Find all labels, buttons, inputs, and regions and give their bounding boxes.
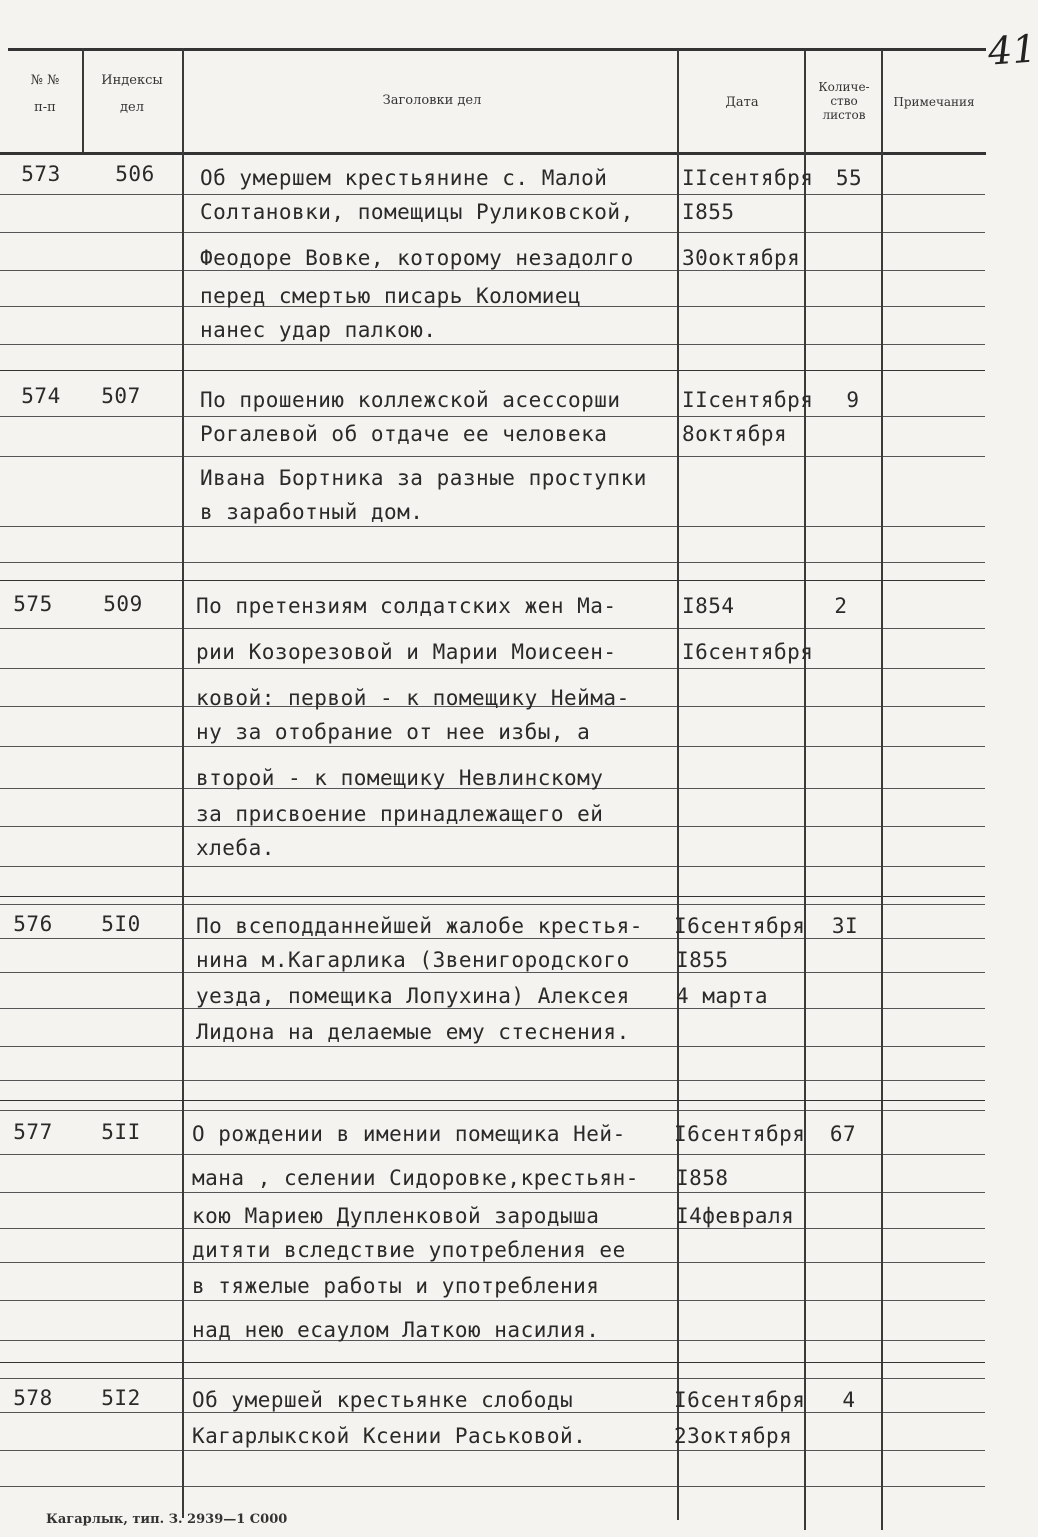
header-count-line1: Количе- bbox=[818, 80, 870, 94]
print-footer: Кагарлык, тип. З. 2939—1 С000 bbox=[46, 1512, 288, 1527]
record-sheet-count: 3I bbox=[831, 914, 859, 938]
ruled-line bbox=[806, 904, 881, 905]
ruled-line bbox=[0, 746, 182, 747]
record-title-line: второй - к помещику Невлинскому bbox=[196, 766, 604, 790]
record-title-line: нанес удар палкою. bbox=[200, 318, 437, 342]
header-number-line1: № № bbox=[30, 73, 60, 88]
record-title-line: нина м.Кагарлика (Звенигородского bbox=[196, 948, 630, 972]
ruled-line bbox=[0, 1450, 182, 1451]
header-top-rule bbox=[8, 48, 986, 51]
page-number: 41 bbox=[986, 26, 1038, 74]
ruled-line bbox=[883, 1450, 985, 1451]
ruled-line bbox=[679, 972, 804, 973]
ruled-line bbox=[0, 904, 182, 905]
ruled-line bbox=[679, 1228, 804, 1229]
ruled-line bbox=[883, 1110, 985, 1111]
ruled-line bbox=[806, 628, 881, 629]
ruled-line bbox=[679, 1080, 804, 1081]
ruled-line bbox=[679, 526, 804, 527]
ruled-line bbox=[0, 826, 182, 827]
ruled-line bbox=[679, 1340, 804, 1341]
ruled-line bbox=[184, 866, 677, 867]
record-title-line: По прошению коллежской асессорши bbox=[200, 388, 621, 412]
ruled-line bbox=[0, 1378, 182, 1379]
record-title-line: Феодоре Вовке, которому незадолго bbox=[200, 246, 634, 270]
ruled-line bbox=[806, 972, 881, 973]
ruled-line bbox=[883, 938, 985, 939]
ruled-line bbox=[806, 456, 881, 457]
column-divider bbox=[182, 48, 184, 1518]
record-title-line: уезда, помещика Лопухина) Алексея bbox=[196, 984, 630, 1008]
ruled-line bbox=[184, 1154, 677, 1155]
record-date: I6сентября bbox=[674, 1122, 806, 1146]
header-index-line1: Индексы bbox=[101, 73, 163, 88]
column-divider bbox=[82, 48, 84, 152]
ruled-line bbox=[0, 938, 182, 939]
record-number: 575 bbox=[13, 592, 53, 616]
ruled-line bbox=[0, 1228, 182, 1229]
record-date: 4 марта bbox=[676, 984, 769, 1008]
ruled-line bbox=[679, 344, 804, 345]
record-title-line: в заработный дом. bbox=[200, 500, 424, 524]
record-title-line: Ивана Бортника за разные проступки bbox=[200, 466, 647, 490]
ruled-line bbox=[806, 746, 881, 747]
record-date: I855 bbox=[676, 948, 729, 972]
ruled-line bbox=[679, 1262, 804, 1263]
ruled-line bbox=[883, 746, 985, 747]
ruled-line bbox=[184, 270, 677, 271]
record-number: 578 bbox=[13, 1386, 53, 1410]
record-date: I6сентября bbox=[682, 640, 814, 664]
ruled-line bbox=[806, 1450, 881, 1451]
record-title-line: Об умершем крестьянине с. Малой bbox=[200, 166, 608, 190]
ruled-line bbox=[184, 746, 677, 747]
ruled-line bbox=[883, 628, 985, 629]
ruled-line bbox=[184, 1412, 677, 1413]
ruled-line bbox=[0, 1008, 182, 1009]
ruled-line bbox=[184, 526, 677, 527]
column-divider bbox=[881, 50, 883, 1530]
ruled-line bbox=[679, 1300, 804, 1301]
ruled-line bbox=[883, 1412, 985, 1413]
ruled-line bbox=[184, 938, 677, 939]
record-number: 577 bbox=[13, 1120, 53, 1144]
record-title-line: рии Козорезовой и Марии Моисеен- bbox=[196, 640, 617, 664]
record-separator bbox=[0, 1100, 985, 1101]
record-number: 574 bbox=[21, 384, 61, 408]
record-separator bbox=[0, 370, 985, 371]
ruled-line bbox=[883, 866, 985, 867]
ruled-line bbox=[883, 1262, 985, 1263]
ruled-line bbox=[184, 668, 677, 669]
ruled-line bbox=[679, 1412, 804, 1413]
record-date: I858 bbox=[676, 1166, 729, 1190]
record-title-line: ну за отобрание от нее избы, а bbox=[196, 720, 591, 744]
ruled-line bbox=[679, 1192, 804, 1193]
ruled-line bbox=[806, 232, 881, 233]
ruled-line bbox=[806, 270, 881, 271]
record-separator bbox=[0, 580, 985, 581]
ruled-line bbox=[679, 270, 804, 271]
ruled-line bbox=[883, 344, 985, 345]
ruled-line bbox=[184, 1300, 677, 1301]
ruled-line bbox=[184, 1110, 677, 1111]
ruled-line bbox=[184, 1228, 677, 1229]
ruled-line bbox=[184, 972, 677, 973]
ruled-line bbox=[0, 972, 182, 973]
record-sheet-count: 4 bbox=[842, 1388, 856, 1412]
ruled-line bbox=[883, 306, 985, 307]
record-title-line: за присвоение принадлежащего ей bbox=[196, 802, 604, 826]
header-count bbox=[806, 80, 882, 122]
ruled-line bbox=[679, 826, 804, 827]
ruled-line bbox=[806, 1412, 881, 1413]
ruled-line bbox=[679, 788, 804, 789]
record-date: 23октября bbox=[674, 1424, 793, 1448]
record-title-line: кою Мариею Дупленковой зародыша bbox=[192, 1204, 600, 1228]
record-number: 573 bbox=[21, 162, 61, 186]
ruled-line bbox=[883, 526, 985, 527]
ruled-line bbox=[0, 1192, 182, 1193]
ruled-line bbox=[0, 866, 182, 867]
ruled-line bbox=[184, 562, 677, 563]
record-sheet-count: 67 bbox=[829, 1122, 857, 1146]
ruled-line bbox=[883, 1486, 985, 1487]
ruled-line bbox=[184, 904, 677, 905]
record-title-line: над нею есаулом Латкою насилия. bbox=[192, 1318, 600, 1342]
column-divider bbox=[804, 50, 806, 1530]
record-title-line: мана , селении Сидоровке,крестьян- bbox=[192, 1166, 639, 1190]
ruled-line bbox=[883, 194, 985, 195]
ruled-line bbox=[184, 1262, 677, 1263]
ruled-line bbox=[0, 306, 182, 307]
ruled-line bbox=[883, 562, 985, 563]
record-sheet-count: 2 bbox=[834, 594, 848, 618]
ruled-line bbox=[184, 826, 677, 827]
ruled-line bbox=[883, 668, 985, 669]
ruled-line bbox=[184, 1378, 677, 1379]
ruled-line bbox=[184, 232, 677, 233]
ruled-line bbox=[184, 1008, 677, 1009]
ruled-line bbox=[0, 1300, 182, 1301]
ruled-line bbox=[883, 1300, 985, 1301]
ruled-line bbox=[679, 668, 804, 669]
ruled-line bbox=[806, 416, 881, 417]
ruled-line bbox=[184, 416, 677, 417]
ruled-line bbox=[184, 1080, 677, 1081]
ruled-line bbox=[806, 1340, 881, 1341]
record-title-line: По претензиям солдатских жен Ма- bbox=[196, 594, 617, 618]
ruled-line bbox=[679, 416, 804, 417]
record-title-line: Лидона на делаемые ему стеснения. bbox=[196, 1020, 630, 1044]
record-date: 30октября bbox=[682, 246, 801, 270]
header-count-line2: ство bbox=[830, 94, 858, 108]
header-notes: Примечания bbox=[893, 95, 975, 109]
ruled-line bbox=[0, 628, 182, 629]
header-title: Заголовки дел bbox=[382, 93, 482, 108]
record-title-line: Рогалевой об отдаче ее человека bbox=[200, 422, 608, 446]
ruled-line bbox=[883, 1378, 985, 1379]
record-sheet-count: 55 bbox=[835, 166, 863, 190]
ruled-line bbox=[0, 456, 182, 457]
ruled-line bbox=[679, 706, 804, 707]
record-title-line: ковой: первой - к помещику Нейма- bbox=[196, 686, 630, 710]
record-index: 5I0 bbox=[101, 912, 141, 936]
record-title-line: Солтановки, помещицы Руликовской, bbox=[200, 200, 634, 224]
ruled-line bbox=[883, 1228, 985, 1229]
ruled-line bbox=[806, 526, 881, 527]
ruled-line bbox=[184, 628, 677, 629]
ruled-line bbox=[0, 1080, 182, 1081]
header-bottom-rule bbox=[0, 152, 986, 155]
ruled-line bbox=[679, 232, 804, 233]
ruled-line bbox=[184, 194, 677, 195]
ruled-line bbox=[883, 1080, 985, 1081]
ruled-line bbox=[679, 904, 804, 905]
ruled-line bbox=[883, 904, 985, 905]
ruled-line bbox=[679, 746, 804, 747]
record-number: 576 bbox=[13, 912, 53, 936]
record-title-line: дитяти вследствие употребления ее bbox=[192, 1238, 626, 1262]
ruled-line bbox=[679, 1008, 804, 1009]
ruled-line bbox=[184, 456, 677, 457]
ruled-line bbox=[0, 232, 182, 233]
record-title-line: в тяжелые работы и употребления bbox=[192, 1274, 600, 1298]
record-date: I855 bbox=[682, 200, 735, 224]
ruled-line bbox=[0, 1486, 182, 1487]
ruled-line bbox=[883, 456, 985, 457]
ruled-line bbox=[679, 1378, 804, 1379]
ruled-line bbox=[679, 1154, 804, 1155]
header-number bbox=[10, 72, 80, 116]
ruled-line bbox=[0, 1340, 182, 1341]
ruled-line bbox=[806, 1110, 881, 1111]
ruled-line bbox=[679, 1110, 804, 1111]
record-separator bbox=[0, 1362, 985, 1363]
ruled-line bbox=[883, 826, 985, 827]
ruled-line bbox=[806, 706, 881, 707]
ruled-line bbox=[184, 1192, 677, 1193]
ruled-line bbox=[0, 416, 182, 417]
record-index: 5II bbox=[101, 1120, 141, 1144]
record-sheet-count: 9 bbox=[846, 388, 860, 412]
ruled-line bbox=[883, 1046, 985, 1047]
ruled-line bbox=[0, 788, 182, 789]
header-index bbox=[86, 72, 178, 116]
ruled-line bbox=[0, 1412, 182, 1413]
record-date: I6сентября bbox=[674, 914, 806, 938]
record-date: I854 bbox=[682, 594, 735, 618]
ruled-line bbox=[0, 1262, 182, 1263]
record-date: IIсентября bbox=[682, 388, 814, 412]
ruled-line bbox=[0, 270, 182, 271]
ruled-line bbox=[806, 1154, 881, 1155]
ruled-line bbox=[0, 194, 182, 195]
ruled-line bbox=[0, 706, 182, 707]
header-index-line2: дел bbox=[120, 100, 144, 115]
ruled-line bbox=[0, 1046, 182, 1047]
ruled-line bbox=[806, 1008, 881, 1009]
ruled-line bbox=[883, 1008, 985, 1009]
ruled-line bbox=[806, 1262, 881, 1263]
record-index: 506 bbox=[115, 162, 155, 186]
ruled-line bbox=[184, 1046, 677, 1047]
ruled-line bbox=[806, 1046, 881, 1047]
record-date: IIсентября bbox=[682, 166, 814, 190]
record-title-line: перед смертью писарь Коломиец bbox=[200, 284, 582, 308]
ruled-line bbox=[806, 788, 881, 789]
ruled-line bbox=[883, 1340, 985, 1341]
ruled-line bbox=[679, 866, 804, 867]
record-title-line: хлеба. bbox=[196, 836, 275, 860]
record-index: 509 bbox=[103, 592, 143, 616]
header-number-line2: п-п bbox=[34, 100, 56, 115]
ruled-line bbox=[806, 938, 881, 939]
record-index: 507 bbox=[101, 384, 141, 408]
ruled-line bbox=[806, 826, 881, 827]
ruled-line bbox=[0, 562, 182, 563]
ruled-line bbox=[883, 972, 985, 973]
ruled-line bbox=[883, 788, 985, 789]
header-date: Дата bbox=[725, 95, 759, 110]
ruled-line bbox=[883, 270, 985, 271]
ruled-line bbox=[184, 1486, 677, 1487]
header-count-line3: листов bbox=[822, 108, 866, 122]
ruled-line bbox=[806, 344, 881, 345]
ruled-line bbox=[806, 1378, 881, 1379]
ruled-line bbox=[883, 232, 985, 233]
ruled-line bbox=[679, 1046, 804, 1047]
ruled-line bbox=[184, 1450, 677, 1451]
record-title-line: О рождении в имении помещика Ней- bbox=[192, 1122, 626, 1146]
ruled-line bbox=[679, 1450, 804, 1451]
ruled-line bbox=[806, 1192, 881, 1193]
ruled-line bbox=[0, 668, 182, 669]
ruled-line bbox=[806, 1300, 881, 1301]
ruled-line bbox=[806, 1228, 881, 1229]
ruled-line bbox=[0, 1154, 182, 1155]
ruled-line bbox=[883, 416, 985, 417]
ruled-line bbox=[679, 456, 804, 457]
ruled-line bbox=[679, 194, 804, 195]
ruled-line bbox=[883, 1154, 985, 1155]
record-date: I4февраля bbox=[676, 1204, 795, 1228]
ruled-line bbox=[679, 306, 804, 307]
ruled-line bbox=[883, 706, 985, 707]
ruled-line bbox=[184, 344, 677, 345]
ruled-line bbox=[0, 526, 182, 527]
record-title-line: Кагарлыкской Ксении Раськовой. bbox=[192, 1424, 587, 1448]
record-title-line: По всеподданнейшей жалобе крестья- bbox=[196, 914, 643, 938]
record-date: 8октября bbox=[682, 422, 788, 446]
ruled-line bbox=[806, 668, 881, 669]
ruled-line bbox=[0, 1110, 182, 1111]
ruled-line bbox=[679, 628, 804, 629]
ruled-line bbox=[806, 194, 881, 195]
ruled-line bbox=[806, 1486, 881, 1487]
ruled-line bbox=[806, 306, 881, 307]
ruled-line bbox=[679, 938, 804, 939]
ruled-line bbox=[806, 562, 881, 563]
record-separator bbox=[0, 896, 985, 897]
ruled-line bbox=[0, 344, 182, 345]
record-title-line: Об умершей крестьянке слободы bbox=[192, 1388, 574, 1412]
ruled-line bbox=[806, 1080, 881, 1081]
ruled-line bbox=[883, 1192, 985, 1193]
record-index: 5I2 bbox=[101, 1386, 141, 1410]
ruled-line bbox=[806, 866, 881, 867]
ruled-line bbox=[679, 562, 804, 563]
ruled-line bbox=[679, 1486, 804, 1487]
record-date: I6сентября bbox=[674, 1388, 806, 1412]
